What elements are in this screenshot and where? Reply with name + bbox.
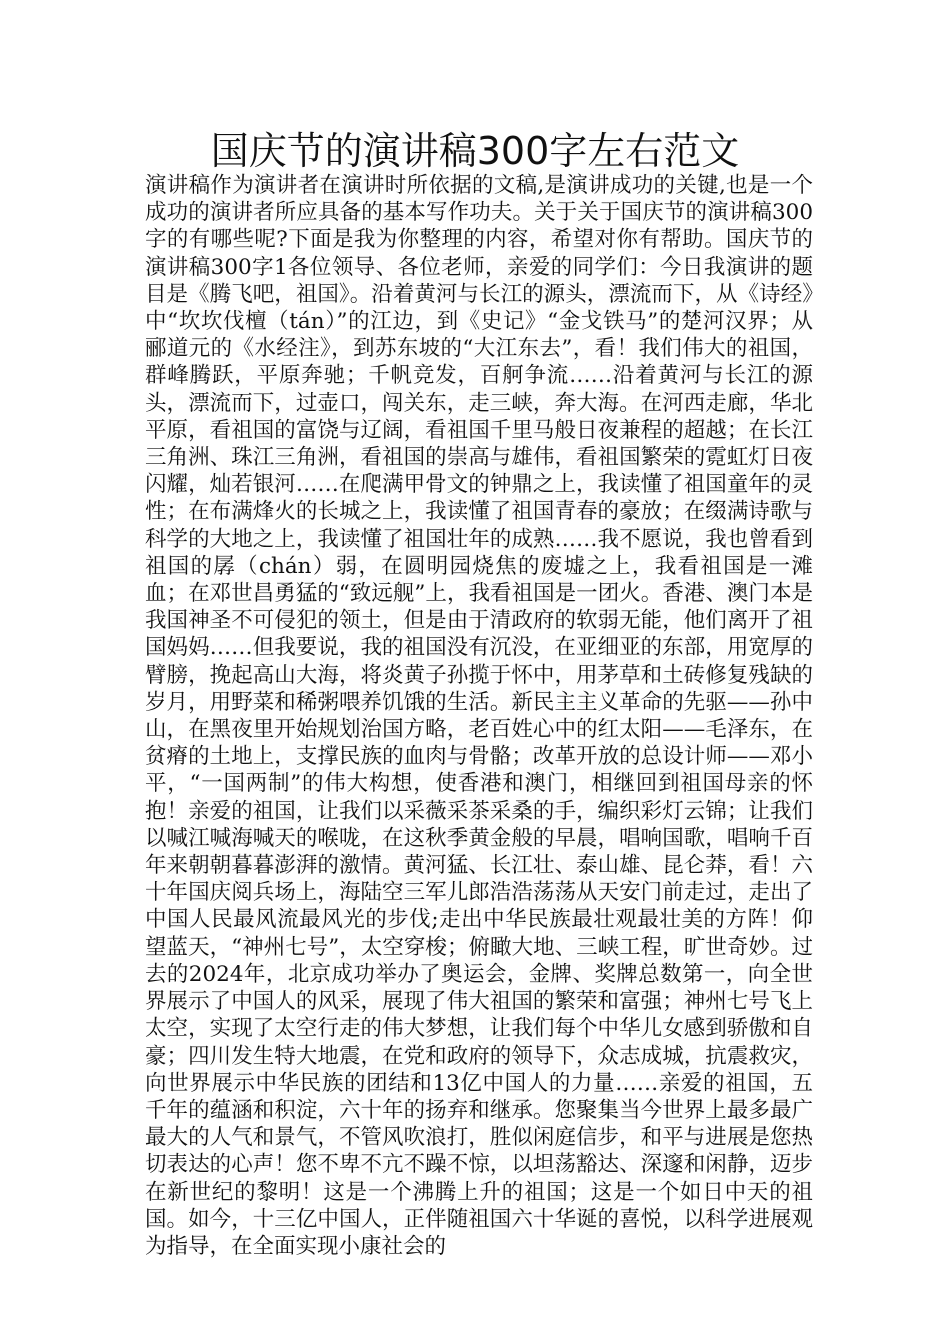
document-body: 演讲稿作为演讲者在演讲时所依据的文稿,是演讲成功的关键,也是一个成功的演讲者所应具备的基本写作功夫。关于关于国庆节的演讲稿300字的有哪些呢?下面是我为你整理的内容，希望对你有帮助。国庆节的演讲稿300字1各位领导、各位老师，亲爱的同学们：今日我演讲的题目是《腾飞吧，祖国》。沿着黄河与长江的源头，漂流而下，从《诗经》中“坎坎伐檀（tán）”的江边，到《史记》“金戈铁马”的楚河汉界；从郦道元的《水经注》，到苏东坡的“大江东去”，看！我们伟大的祖国，群峰腾跃，平原奔驰；千帆竞发，百舸争流……沿着黄河与长江的源头，漂流而下，过壶口，闯关东，走三峡，奔大海。在河西走廊，华北平原，看祖国的富饶与辽阔，看祖国千里马般日夜兼程的超越；在长江三角洲、珠江三角洲，看祖国的崇高与雄伟，看祖国繁荣的霓虹灯日夜闪耀，灿若银河……在爬满甲骨文的钟鼎之上，我读懂了祖国童年的灵性；在布满烽火的长城之上，我读懂了祖国青春的豪放；在缀满诗歌与科学的大地之上，我读懂了祖国壮年的成熟……我不愿说，我也曾看到祖国的孱（chán）弱，在圆明园烧焦的废墟之上，我看祖国是一滩血；在邓世昌勇猛的“致远舰”上，我看祖国是一团火。香港、澳门本是我国神圣不可侵犯的领土，但是由于清政府的软弱无能，他们离开了祖国妈妈……但我要说，我的祖国没有沉没，在亚细亚的东部，用宽厚的臂膀，挽起高山大海，将炎黄子孙揽于怀中，用茅草和土砖修复残缺的岁月，用野菜和稀粥喂养饥饿的生活。新民主主义革命的先驱——孙中山，在黑夜里开始规划治国方略，老百姓心中的红太阳——毛泽东，在贫瘠的土地上，支撑民族的血肉与骨骼；改革开放的总设计师——邓小平，“一国两制”的伟大构想，使香港和澳门，相继回到祖国母亲的怀抱！亲爱的祖国，让我们以采薇采茶采桑的手，编织彩灯云锦；让我们以喊江喊海喊天的喉咙，在这秋季黄金般的早晨，唱响国歌，唱响千百年来朝朝暮暮澎湃的激情。黄河猛、长江壮、泰山雄、昆仑莽，看！六十年国庆阅兵场上，海陆空三军儿郎浩浩荡荡从天安门前走过，走出了中国人民最风流最风光的步伐;走出中华民族最壮观最壮美的方阵！仰望蓝天，“神州七号”，太空穿梭；俯瞰大地、三峡工程，旷世奇妙。过去的2024年，北京成功举办了奥运会，金牌、奖牌总数第一，向全世界展示了中国人的风采，展现了伟大祖国的繁荣和富强；神州七号飞上太空，实现了太空行走的伟大梦想，让我们每个中华儿女感到骄傲和自豪；四川发生特大地震，在党和政府的领导下，众志成城，抗震救灾，向世界展示中华民族的团结和13亿中国人的力量……亲爱的祖国，五千年的蕴涵和积淀，六十年的扬弃和继承。您聚集当今世界上最多最广最大的人气和景气，不管风吹浪打，胜似闲庭信步，和平与进展是您热切表达的心声！您不卑不亢不躁不惊，以坦荡豁达、深邃和闲静，迈步在新世纪的黎明！这是一个沸腾上升的祖国；这是一个如日中天的祖国。如今，十三亿中国人，正伴随祖国六十华诞的喜悦，以科学进展观为指导，在全面实现小康社会的: [145, 173, 813, 1259]
document-title: 国庆节的演讲稿300字左右范文: [210, 129, 740, 173]
